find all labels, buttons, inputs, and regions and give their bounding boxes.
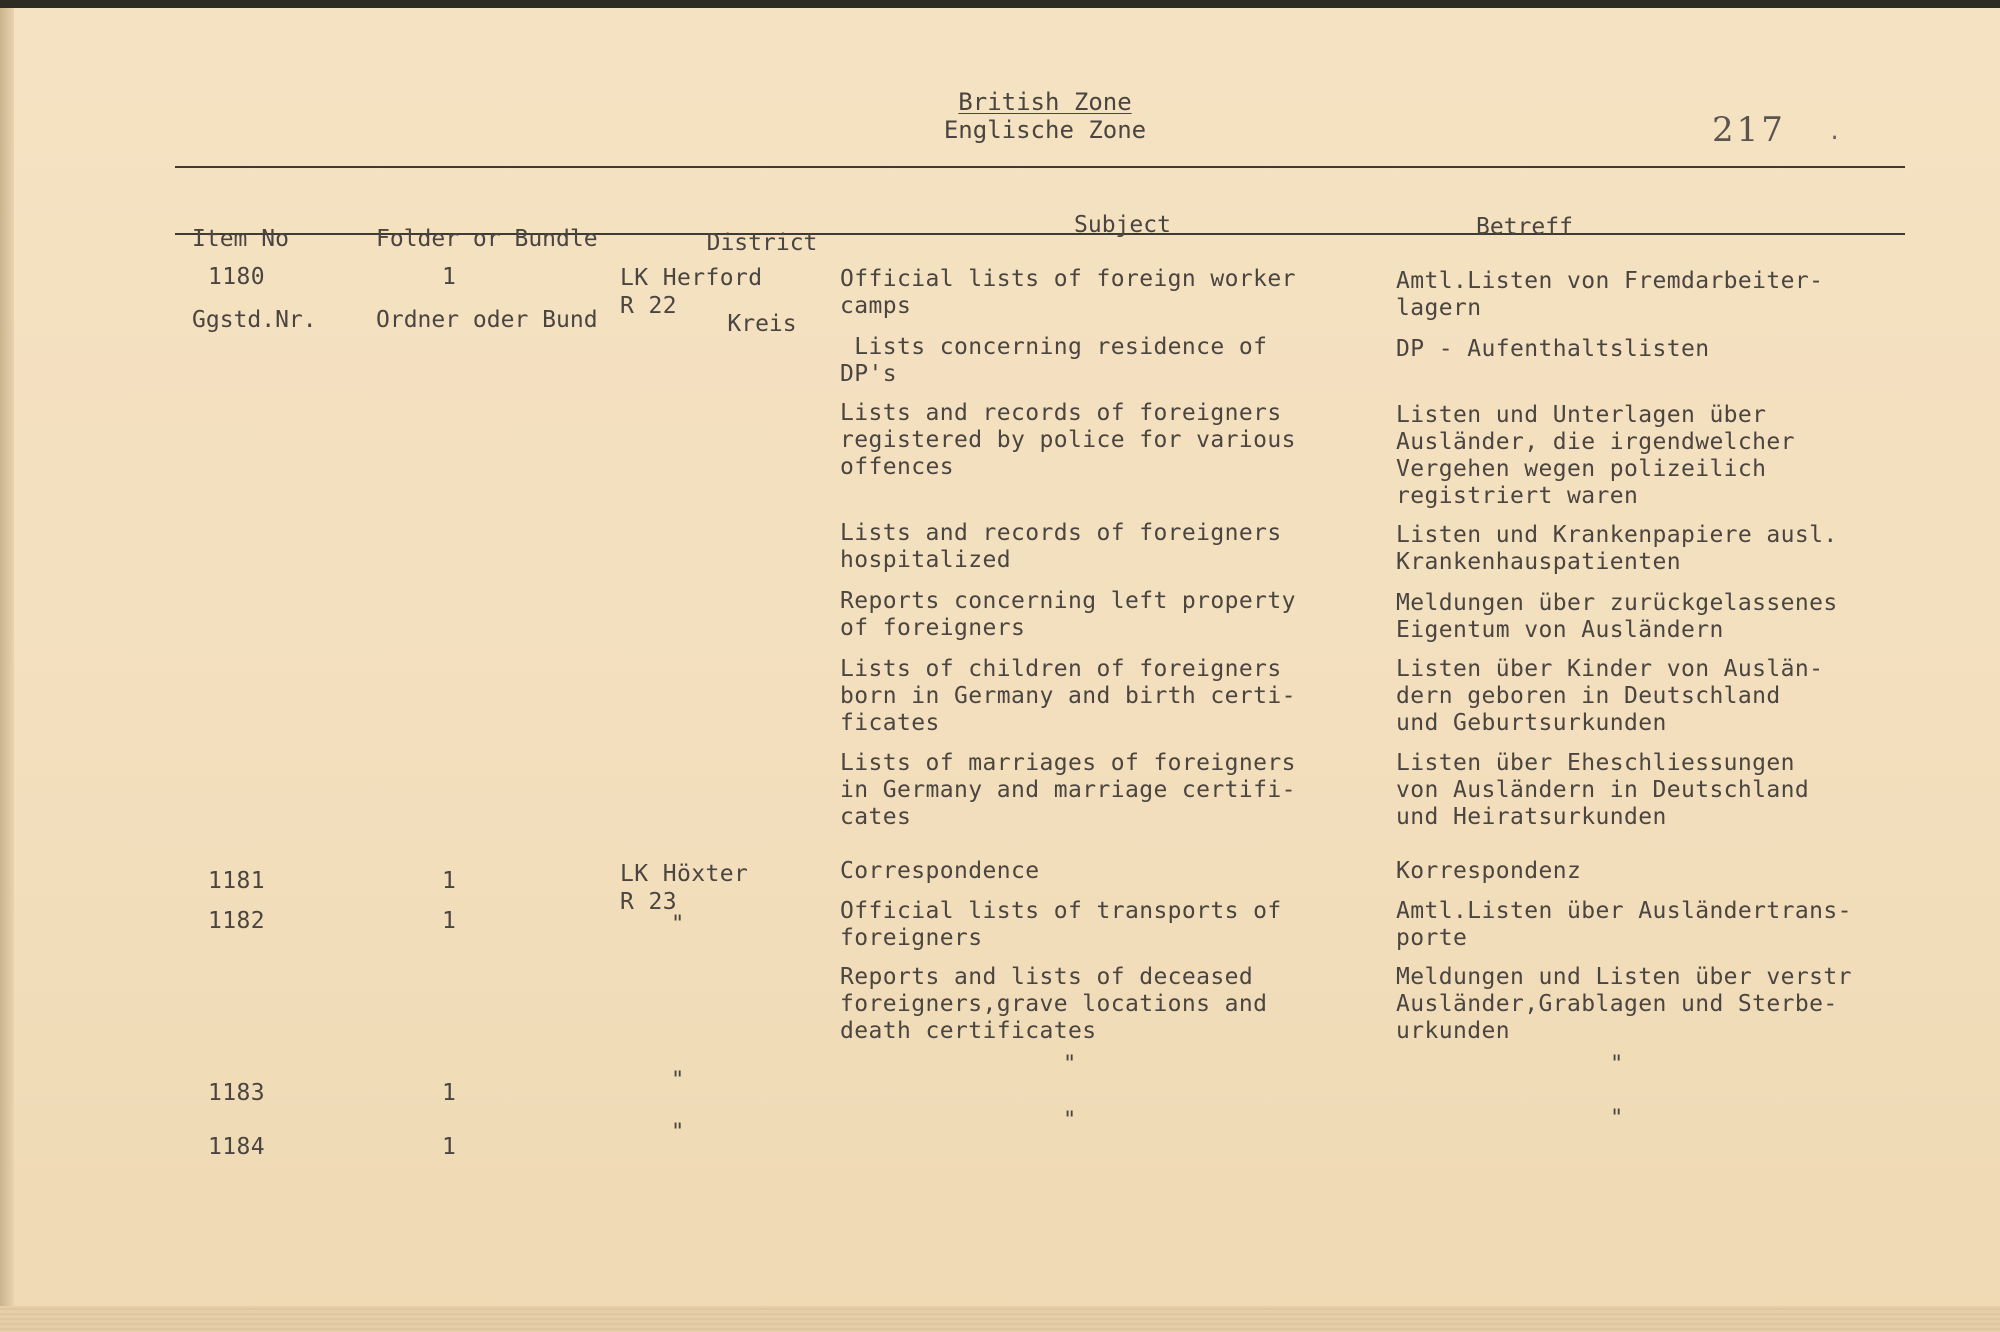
folder-count: 1 [442, 1134, 457, 1160]
item-number: 1182 [208, 908, 265, 934]
betreff-entry: Amtl.Listen von Fremdarbeiter- lagern [1396, 268, 1824, 321]
district-name: LK Höxter R 23 [620, 861, 749, 915]
betreff-entry: Meldungen und Listen über verstr Ausländer,Grablagen und Sterbe- urkunden [1396, 964, 1852, 1044]
betreff-entry: Korrespondenz [1396, 858, 1582, 884]
item-number: 1183 [208, 1080, 265, 1106]
betreff-ditto: " [1610, 1052, 1624, 1077]
betreff-entry: Listen über Eheschliessungen von Ausländern in Deutschland und Heiratsurkunden [1396, 750, 1810, 830]
betreff-entry: Listen und Unterlagen über Ausländer, die irgendwelcher Vergehen wegen polizeilich registriert waren [1396, 402, 1795, 509]
column-header-folder [376, 172, 598, 388]
district-ditto: " [671, 1068, 685, 1093]
subject-entry: Reports and lists of deceased foreigners,grave locations and death certificates [840, 964, 1268, 1044]
subject-entry: Lists concerning residence of DP's [840, 334, 1268, 387]
item-no-label-de: Ggstd.Nr. [192, 307, 317, 333]
district-name: LK Herford R 22 [620, 265, 763, 319]
folder-label-de: Ordner oder Bund [376, 307, 598, 333]
item-no-label-en: Item No [192, 226, 289, 252]
column-header-betreff: Betreff [1476, 214, 1573, 240]
betreff-entry: Meldungen über zurückgelassenes Eigentum von Ausländern [1396, 590, 1838, 643]
zone-heading [900, 88, 1190, 144]
subject-entry: Reports concerning left property of foreigners [840, 588, 1296, 641]
folder-label-en: Folder or Bundle [376, 226, 598, 252]
page-mark: . [1828, 120, 1842, 145]
district [620, 860, 748, 916]
subject-entry: Lists of children of foreigners born in Germany and birth certi- ficates [840, 656, 1296, 736]
district-ditto: " [671, 1120, 685, 1145]
folder-count: 1 [442, 1080, 457, 1106]
column-header-subject: Subject [1074, 212, 1171, 238]
page-number: 217 [1712, 110, 1786, 150]
betreff-entry: Listen und Krankenpapiere ausl. Krankenhauspatienten [1396, 522, 1838, 575]
subject-ditto: " [1063, 1052, 1077, 1077]
binding-edge [0, 8, 14, 1332]
district-ditto: " [671, 912, 685, 937]
folder-count: 1 [442, 868, 457, 894]
subject-entry: Lists and records of foreigners registered by police for various offences [840, 400, 1296, 480]
zone-english: British Zone [958, 88, 1132, 116]
item-number: 1184 [208, 1134, 265, 1160]
betreff-entry: Amtl.Listen über Ausländertrans- porte [1396, 898, 1852, 951]
betreff-entry: DP - Aufenthaltslisten [1396, 336, 1710, 362]
district [620, 264, 762, 320]
subject-entry: Lists of marriages of foreigners in Germany and marriage certifi- cates [840, 750, 1296, 830]
folder-count: 1 [442, 264, 457, 290]
subject-entry: Official lists of transports of foreigners [840, 898, 1282, 951]
header-top-rule [175, 166, 1905, 168]
betreff-entry: Listen über Kinder von Auslän- dern geboren in Deutschland und Geburtsurkunden [1396, 656, 1824, 736]
subject-entry: Official lists of foreign worker camps [840, 266, 1296, 319]
folder-count: 1 [442, 908, 457, 934]
district-label-de: Kreis [727, 311, 797, 337]
document-page [0, 8, 2000, 1332]
subject-entry: Correspondence [840, 858, 1040, 884]
betreff-ditto: " [1610, 1106, 1624, 1131]
item-number: 1180 [208, 264, 265, 290]
subject-entry: Lists and records of foreigners hospitalized [840, 520, 1282, 573]
zone-german: Englische Zone [943, 116, 1147, 144]
subject-ditto: " [1063, 1108, 1077, 1133]
item-number: 1181 [208, 868, 265, 894]
district-label-en: District [706, 230, 818, 256]
page-stack-edge [0, 1306, 2000, 1332]
